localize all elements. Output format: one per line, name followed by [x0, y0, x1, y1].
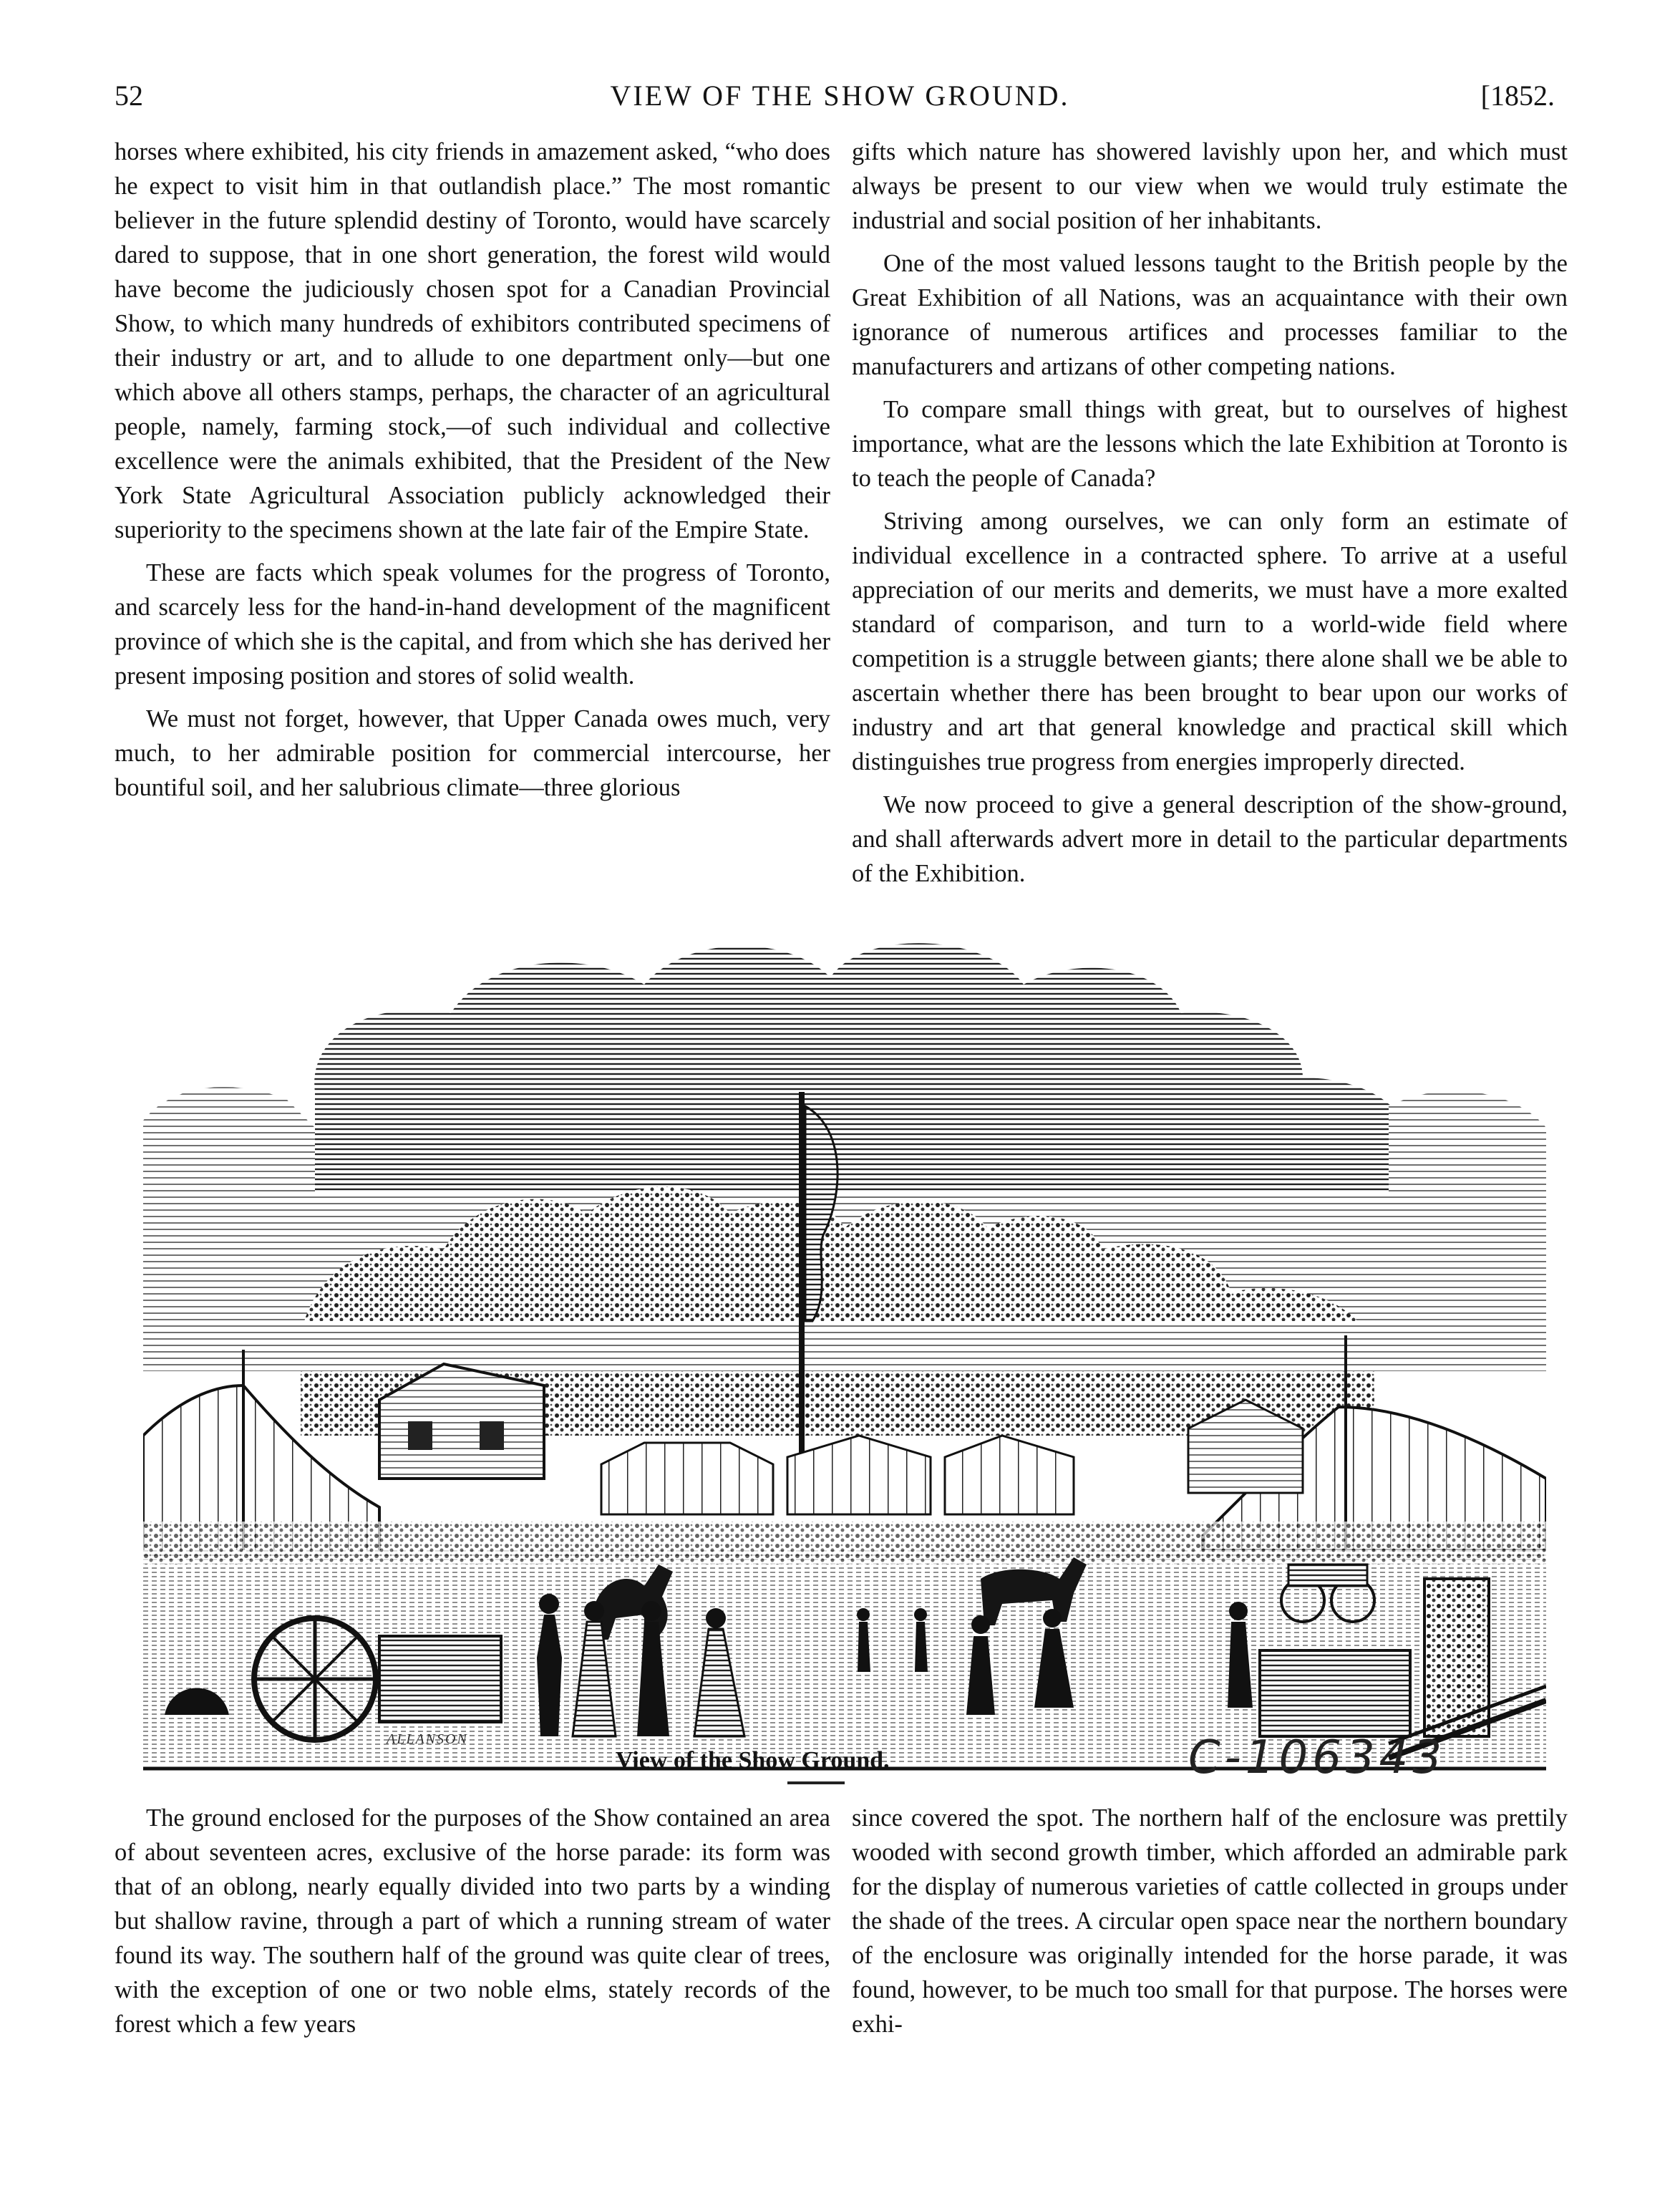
paragraph: We now proceed to give a general description of the show-ground, and shall afterwards advert more in detail to the particular departments of the Exhibition.: [852, 791, 1568, 887]
archive-number: C-106343: [1188, 1731, 1447, 1784]
running-title: VIEW OF THE SHOW GROUND.: [610, 79, 1070, 112]
page-header: [0, 79, 1680, 122]
column-top-left: [115, 135, 830, 813]
figure-caption: View of the Show Ground.: [616, 1747, 890, 1774]
engraving-illustration: [143, 891, 1546, 1772]
paragraph: since covered the spot. The northern half of the enclosure was prettily wooded with second growth timber, which afforded an admirable park for the display of numerous varieties of cattle collected in groups under the shade of the trees. A circular open space near the northern boundary of the enclosure was originally intended for the horse parade, it was found, however, to be much too small for that purpose. The horses were exhi-: [852, 1804, 1568, 2038]
page-year: [1852.: [1480, 79, 1555, 112]
paragraph: One of the most valued lessons taught to the British people by the Great Exhibition of all Nations, was an acquaintance with their own ignorance of numerous artifices and processes familiar to the manufacturers and artizans of other competing nations.: [852, 250, 1568, 380]
column-top-right: [852, 135, 1568, 899]
column-bottom-right: [852, 1801, 1568, 2050]
engraving-show-ground: [143, 891, 1546, 1772]
engraver-signature: ALLANSON: [387, 1731, 468, 1747]
caption-rule: [787, 1781, 845, 1784]
paragraph: To compare small things with great, but to ourselves of highest importance, what are the lessons which the late Exhibition at Toronto is to teach the people of Canada?: [852, 396, 1568, 492]
paragraph: We must not forget, however, that Upper Canada owes much, very much, to her admirable position for commercial intercourse, her bountiful soil, and her salubrious climate—three glorious: [115, 705, 830, 801]
paragraph: horses where exhibited, his city friends in amazement asked, “who does he expect to visit him in that outlandish place.” The most romantic believer in the future splendid destiny of Toronto, would have scarcely dared to suppose, that in one short generation, the forest wild would have become the judiciously chosen spot for a Canadian Provincial Show, to which many hundreds of exhibitors contributed specimens of their industry or art, and to allude to one department only—but one which above all others stamps, perhaps, the character of an agricultural people, namely, farming stock,—of such individual and collective excellence were the animals exhibited, that the President of the New York State Agricultural Association publicly acknowledged their superiority to the specimens shown at the late fair of the Empire State.: [115, 138, 830, 543]
column-bottom-left: [115, 1801, 830, 2050]
paragraph: Striving among ourselves, we can only form an estimate of individual excellence in a contracted sphere. To arrive at a useful appreciation of our merits and demerits, we must have a more exalted standard of comparison, and turn to a world-wide field where competition is a struggle between giants; there alone shall we be able to ascertain whether there has been brought to bear upon our works of industry and art that general knowledge and practical skill which distinguishes true progress from energies improperly directed.: [852, 508, 1568, 775]
paragraph: gifts which nature has showered lavishly upon her, and which must always be present to our view when we would truly estimate the industrial and social position of her inhabitants.: [852, 138, 1568, 234]
page-number: 52: [115, 79, 143, 112]
paragraph: The ground enclosed for the purposes of the Show contained an area of about seventeen acres, exclusive of the horse parade: its form was that of an oblong, nearly equally divided into two parts by a winding but shallow ravine, through a part of which a running stream of water found its way. The southern half of the ground was quite clear of trees, with the exception of one or two noble elms, stately records of the forest which a few years: [115, 1804, 830, 2038]
crowd-band: [143, 1522, 1546, 1564]
paragraph: These are facts which speak volumes for the progress of Toronto, and scarcely less for the hand-in-hand development of the magnificent province of which she is the capital, and from which she has derived her present imposing position and stores of solid wealth.: [115, 559, 830, 690]
